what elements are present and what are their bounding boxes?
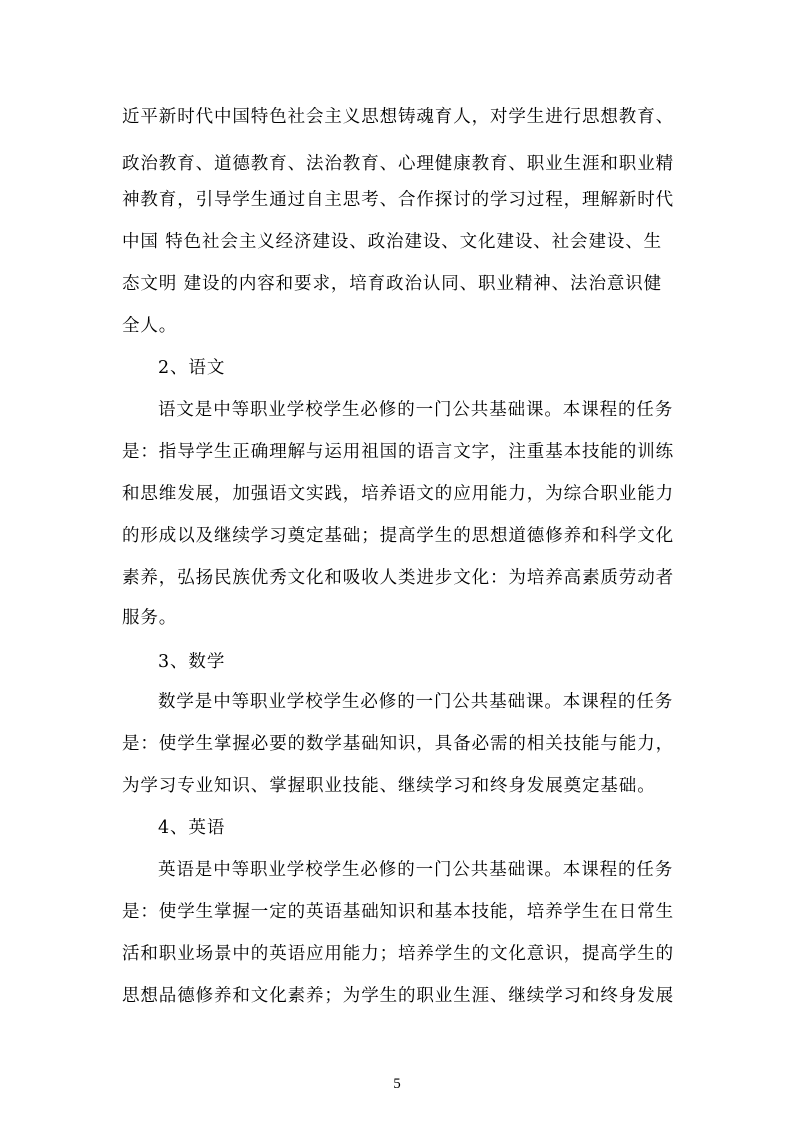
- paragraph-line: 活和职业场景中的英语应用能力；培养学生的文化意识，提高学生的: [122, 944, 674, 964]
- section-heading-chinese: 2、语文: [158, 358, 226, 378]
- paragraph-line: 的形成以及继续学习奠定基础；提高学生的思想道德修养和科学文化: [122, 526, 674, 546]
- paragraph-line: 神教育，引导学生通过自主思考、合作探讨的学习过程，理解新时代: [122, 190, 674, 210]
- paragraph-line: 和思维发展，加强语文实践，培养语文的应用能力，为综合职业能力: [122, 484, 674, 504]
- paragraph-line: 服务。: [122, 608, 178, 628]
- paragraph-line: 数学是中等职业学校学生必修的一门公共基础课。本课程的任务: [158, 692, 674, 712]
- paragraph-line: 态文明 建设的内容和要求，培育政治认同、职业精神、法治意识健: [122, 274, 663, 294]
- page-number: 5: [393, 1076, 401, 1092]
- paragraph-line: 全人。: [122, 316, 178, 336]
- paragraph-line: 英语是中等职业学校学生必修的一门公共基础课。本课程的任务: [158, 860, 674, 880]
- section-heading-math: 3、数学: [158, 652, 226, 672]
- paragraph-line: 近平新时代中国特色社会主义思想铸魂育人，对学生进行思想教育、: [122, 107, 674, 127]
- paragraph-line: 政治教育、道德教育、法治教育、心理健康教育、职业生涯和职业精: [122, 154, 674, 174]
- section-heading-english: 4、英语: [158, 818, 226, 838]
- paragraph-line: 为学习专业知识、掌握职业技能、继续学习和终身发展奠定基础。: [122, 776, 656, 796]
- paragraph-line: 是：指导学生正确理解与运用祖国的语言文字，注重基本技能的训练: [122, 442, 674, 462]
- paragraph-line: 是：使学生掌握必要的数学基础知识，具备必需的相关技能与能力，: [122, 734, 674, 754]
- paragraph-line: 思想品德修养和文化素养；为学生的职业生涯、继续学习和终身发展: [122, 986, 674, 1006]
- paragraph-line: 语文是中等职业学校学生必修的一门公共基础课。本课程的任务: [158, 400, 674, 420]
- paragraph-line: 素养，弘扬民族优秀文化和吸收人类进步文化：为培养高素质劳动者: [122, 568, 674, 588]
- paragraph-line: 中国 特色社会主义经济建设、政治建设、文化建设、社会建设、生: [122, 232, 663, 252]
- paragraph-line: 是：使学生掌握一定的英语基础知识和基本技能，培养学生在日常生: [122, 902, 674, 922]
